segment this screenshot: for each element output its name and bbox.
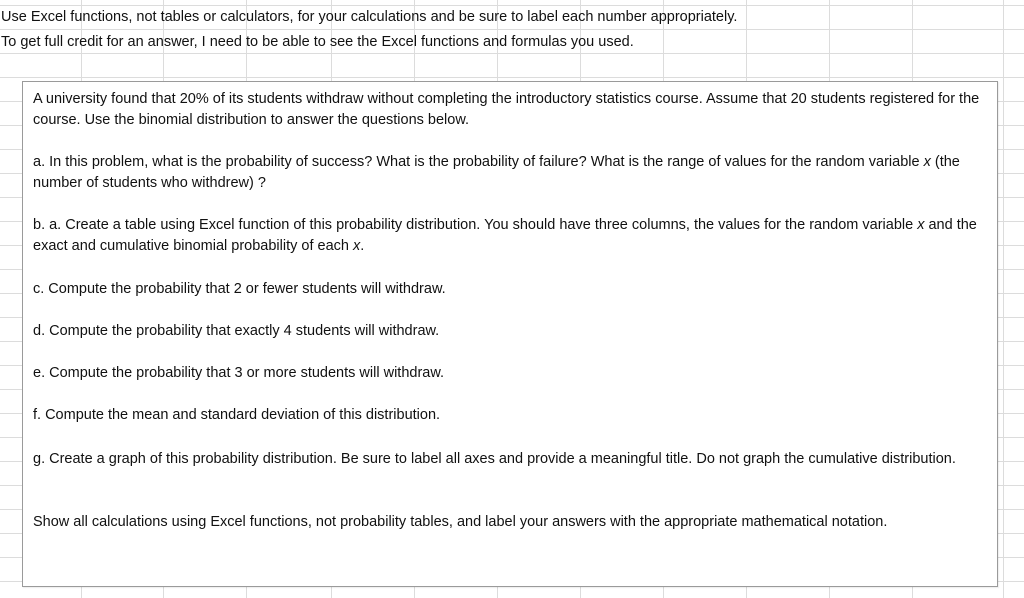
question-c: c. Compute the probability that 2 or fewer students will withdraw. xyxy=(33,281,446,297)
problem-intro: A university found that 20% of its students withdraw without completing the introductory statistics course. Assume that 20 students registered for the course. Use the binomial distribution to answer the questions below. xyxy=(33,91,980,128)
question-f: f. Compute the mean and standard deviation of this distribution. xyxy=(33,407,441,423)
question-a-text: a. In this problem, what is the probability of success? What is the probability of failure? What is the range of values for the random variable xyxy=(33,154,924,170)
question-b xyxy=(33,215,988,257)
variable-x: x xyxy=(923,154,931,170)
closing-instruction: Show all calculations using Excel functions, not probability tables, and label your answers with the appropriate mathematical notation. xyxy=(33,514,888,530)
question-e: e. Compute the probability that 3 or more students will withdraw. xyxy=(33,365,445,381)
question-d: d. Compute the probability that exactly 4 students will withdraw. xyxy=(33,323,440,339)
question-g: g. Create a graph of this probability distribution. Be sure to label all axes and provide a meaningful title. Do not graph the cumulative distribution. xyxy=(33,451,956,467)
variable-x: x xyxy=(917,217,925,233)
question-a-text-end: (the number of students who withdrew) ? xyxy=(33,154,960,191)
question-b-text-mid: and the exact and cumulative binomial probability of each xyxy=(33,217,977,254)
question-a xyxy=(33,152,988,194)
problem-text-box[interactable] xyxy=(22,81,998,587)
variable-x: x xyxy=(352,238,361,254)
instruction-cell-1[interactable]: Use Excel functions, not tables or calculators, for your calculations and be sure to label each number appropriately. xyxy=(1,9,738,25)
question-b-text: b. a. Create a table using Excel function of this probability distribution. You should have three columns, the values for the random variable xyxy=(33,217,918,233)
instruction-cell-2[interactable]: To get full credit for an answer, I need to be able to see the Excel functions and formulas you used. xyxy=(1,34,634,50)
question-b-text-end: . xyxy=(360,238,365,254)
